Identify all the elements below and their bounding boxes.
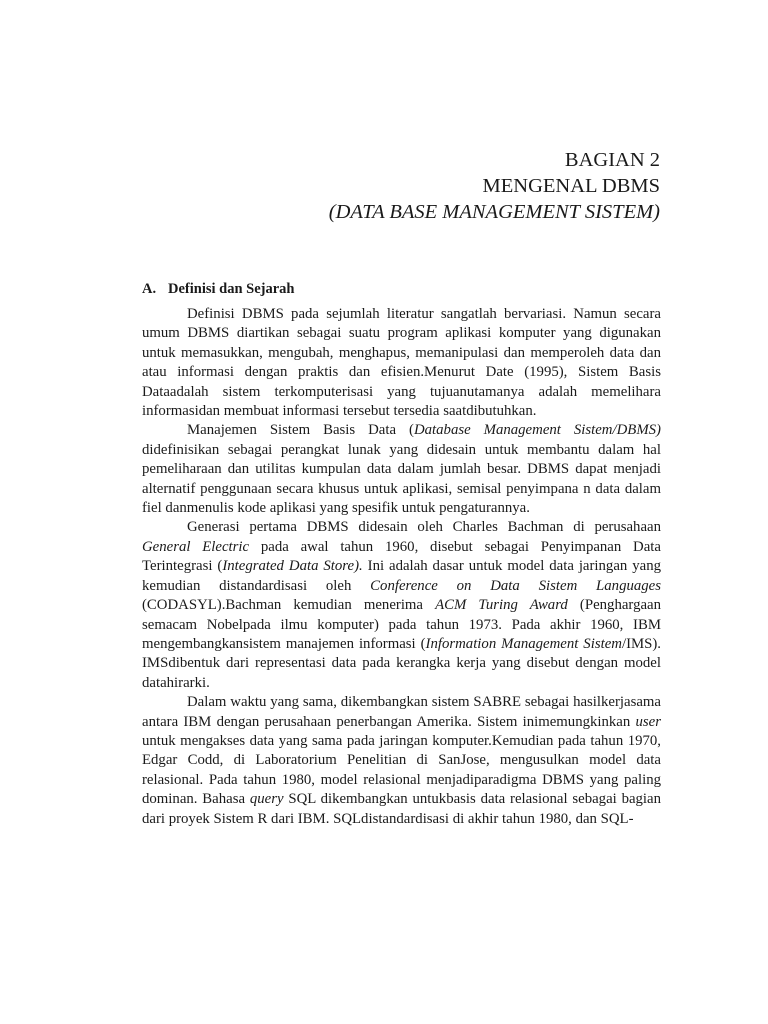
text-run: untuk mengakses data yang sama pada jaringan komputer.Kemudian pada tahun 1970, Edgar Codd, di Laboratorium Penelitian di SanJose, mengusulkan model data relasional. Pada tahun 1980, model relasional menjadiparadigma DBMS yang paling dominan. Bahasa: [142, 732, 661, 808]
text-run: Definisi DBMS pada sejumlah literatur sangatlah bervariasi. Namun secara umum DBMS diartikan sebagai suatu program aplikasi komputer yang digunakan untuk memasukkan, mengubah, menghapus, memanipulasi dan memperoleh data dan atau informasi dengan praktis dan efisien.Menurut Date (1995), Sistem Basis Dataadalah sistem terkomputerisasi yang tujuanutamanya adalah memelihara informasidan membuat informasi tersebut tersedia saatdibutuhkan.: [142, 306, 661, 420]
text-run: Dalam waktu yang sama, dikembangkan sistem SABRE sebagai hasilkerjasama antara IBM dengan perusahaan penerbangan Amerika. Sistem inimemungkinkan: [142, 694, 661, 730]
italic-text-run: Database Management Sistem/DBMS): [413, 422, 661, 439]
italic-text-run: user: [635, 713, 661, 730]
chapter-number: BAGIAN 2: [564, 149, 660, 171]
italic-text-run: ACM Turing Award: [435, 597, 568, 614]
text-run: SQL dikembangkan untukbasis data relasional sebagai bagian dari proyek Sistem R dari IBM. SQLdistandardisasi di akhir tahun 1980, dan SQL-: [142, 791, 662, 827]
chapter-subtitle: (DATA BASE MANAGEMENT SISTEM): [328, 201, 660, 223]
paragraph: [142, 305, 661, 421]
section-heading: [142, 281, 295, 298]
text-run: didefinisikan sebagai perangkat lunak yang didesain untuk membantu dalam hal pemeliharaan dan utilitas kumpulan data dalam jumlah besar. DBMS dapat menjadi alternatif penggunaan secara khusus untuk aplikasi, semisal penyimpana n data dalam fiel danmenulis kode aplikasi yang spesifik untuk pengaturannya.: [142, 441, 661, 517]
text-run: /IMS). IMSdibentuk dari representasi data pada kerangka kerja yang disebut dengan model datahirarki.: [142, 635, 662, 691]
text-run: (Penghargaan semacam Nobelpada ilmu komputer) pada tahun 1973. Pada akhir 1960, IBM mengembangkansistem manajemen informasi (: [142, 597, 661, 652]
paragraph: [142, 518, 661, 693]
body-text: [142, 305, 661, 829]
text-run: pada awal tahun 1960, disebut sebagai Penyimpanan Data Terintegrasi (: [142, 538, 661, 575]
text-run: Ini adalah dasar untuk model data jaringan yang kemudian distandardisasi oleh: [142, 558, 661, 594]
paragraph: [142, 421, 661, 518]
chapter-heading: [140, 147, 660, 225]
paragraph: [142, 693, 661, 829]
chapter-title: MENGENAL DBMS: [482, 175, 660, 197]
text-run: (CODASYL).Bachman kemudian menerima: [142, 597, 436, 614]
italic-text-run: query: [249, 791, 284, 808]
text-run: Manajemen Sistem Basis Data (: [187, 422, 414, 439]
italic-text-run: Information Management Sistem: [425, 635, 622, 652]
italic-text-run: General Electric: [142, 538, 250, 555]
italic-text-run: Integrated Data Store).: [222, 558, 363, 575]
section-letter: A.: [142, 281, 157, 297]
italic-text-run: Conference on Data Sistem Languages: [370, 577, 661, 594]
section-title: Definisi dan Sejarah: [168, 281, 295, 297]
text-run: Generasi pertama DBMS didesain oleh Charles Bachman di perusahaan: [187, 519, 661, 536]
